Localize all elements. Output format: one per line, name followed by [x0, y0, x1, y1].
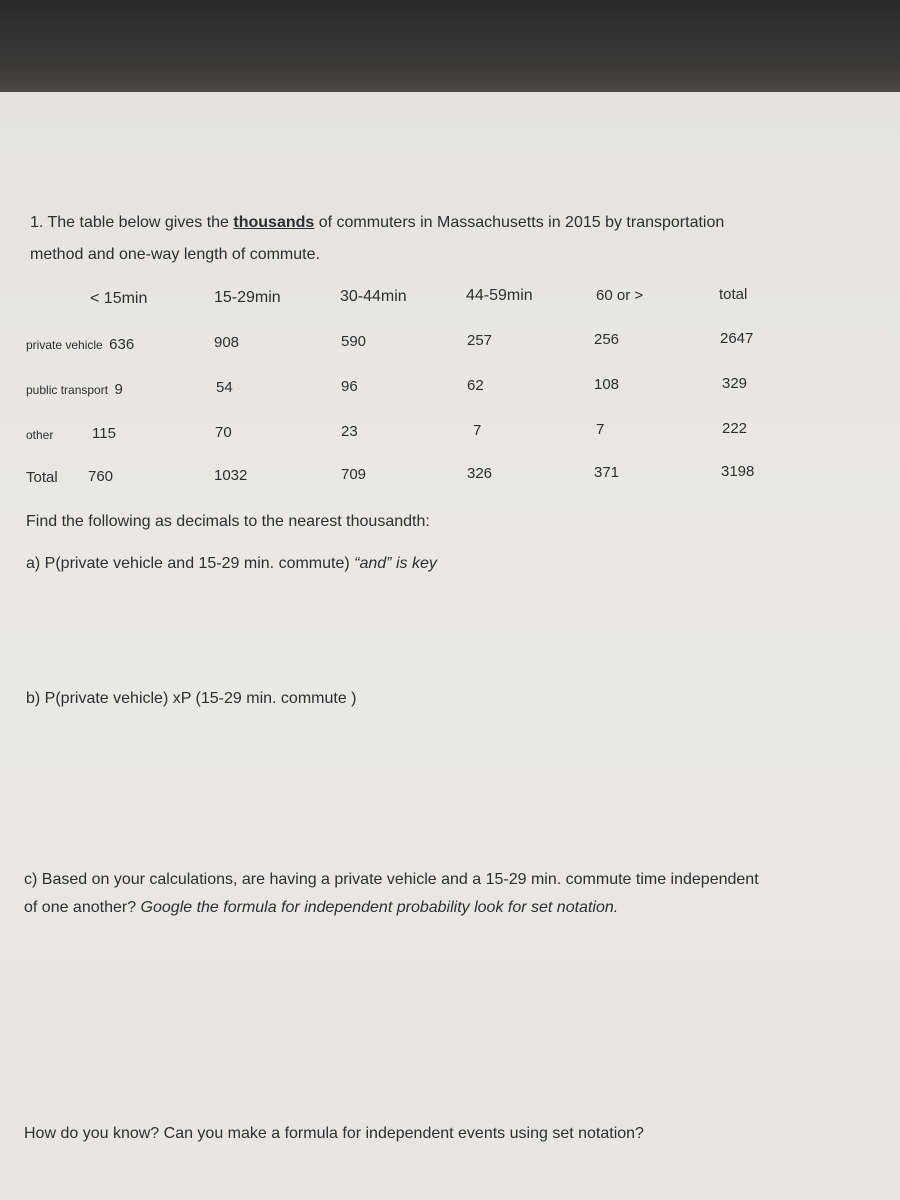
question-1-emphasis: thousands	[233, 214, 315, 231]
part-a-text: a) P(private vehicle and 15-29 min. commute)	[26, 555, 355, 572]
table-cell: 1032	[214, 467, 248, 484]
table-cell: 709	[341, 466, 367, 483]
table-cell: 371	[594, 464, 620, 481]
table-cell: 326	[467, 465, 493, 482]
question-1-text: 1. The table below gives the	[30, 214, 234, 231]
question-1-line-1	[30, 214, 724, 232]
table-header: 15-29min	[214, 289, 281, 306]
table-cell: 908	[214, 334, 240, 351]
table-cell: 108	[594, 376, 620, 393]
table-cell: 590	[341, 333, 367, 350]
table-header: < 15min	[90, 290, 148, 307]
row-label: other	[26, 428, 54, 442]
part-c-text: of one another?	[24, 899, 141, 916]
table-cell: 23	[341, 423, 358, 440]
part-c-emphasis: Google the formula for independent probability look for set notation.	[140, 899, 619, 916]
table-header: total	[719, 286, 748, 303]
table-cell: 96	[341, 378, 358, 395]
table-cell: 3198	[721, 463, 755, 480]
table-cell: 760	[88, 468, 114, 485]
table-cell: 70	[215, 424, 232, 441]
background-dark-surface	[0, 0, 900, 92]
table-cell: 256	[594, 331, 620, 348]
table-cell: 9	[114, 381, 123, 398]
table-cell: 2647	[720, 330, 754, 347]
part-c-line-1: c) Based on your calculations, are having a private vehicle and a 15-29 min. commute time independent	[24, 871, 759, 888]
table-header: 60 or >	[596, 287, 644, 304]
table-cell: 7	[473, 422, 482, 439]
instructions-text: Find the following as decimals to the nearest thousandth:	[26, 513, 430, 530]
table-header: 30-44min	[340, 288, 407, 305]
followup-question: How do you know? Can you make a formula for independent events using set notation?	[24, 1125, 644, 1142]
table-cell: 636	[109, 336, 135, 353]
part-b-question: b) P(private vehicle) xP (15-29 min. commute )	[26, 690, 357, 707]
row-label: private vehicle	[26, 338, 103, 352]
question-1-text-cont: of commuters in Massachusetts in 2015 by transportation	[314, 214, 725, 231]
table-cell: 222	[722, 420, 748, 437]
question-1-line-2: method and one-way length of commute.	[30, 246, 320, 263]
table-cell: 54	[216, 379, 233, 396]
table-cell: 115	[92, 425, 116, 442]
table-cell: 329	[722, 375, 748, 392]
part-c-line-2	[24, 899, 618, 917]
row-label: Total	[26, 469, 58, 486]
table-cell: 62	[467, 377, 484, 394]
table-row	[26, 336, 134, 354]
table-header: 44-59min	[466, 287, 533, 304]
table-cell: 257	[467, 332, 493, 349]
row-label: public transport	[26, 383, 109, 397]
part-a-question	[26, 555, 437, 573]
part-a-emphasis: “and” is key	[354, 555, 437, 572]
table-row	[26, 381, 123, 399]
table-cell: 7	[596, 421, 605, 438]
